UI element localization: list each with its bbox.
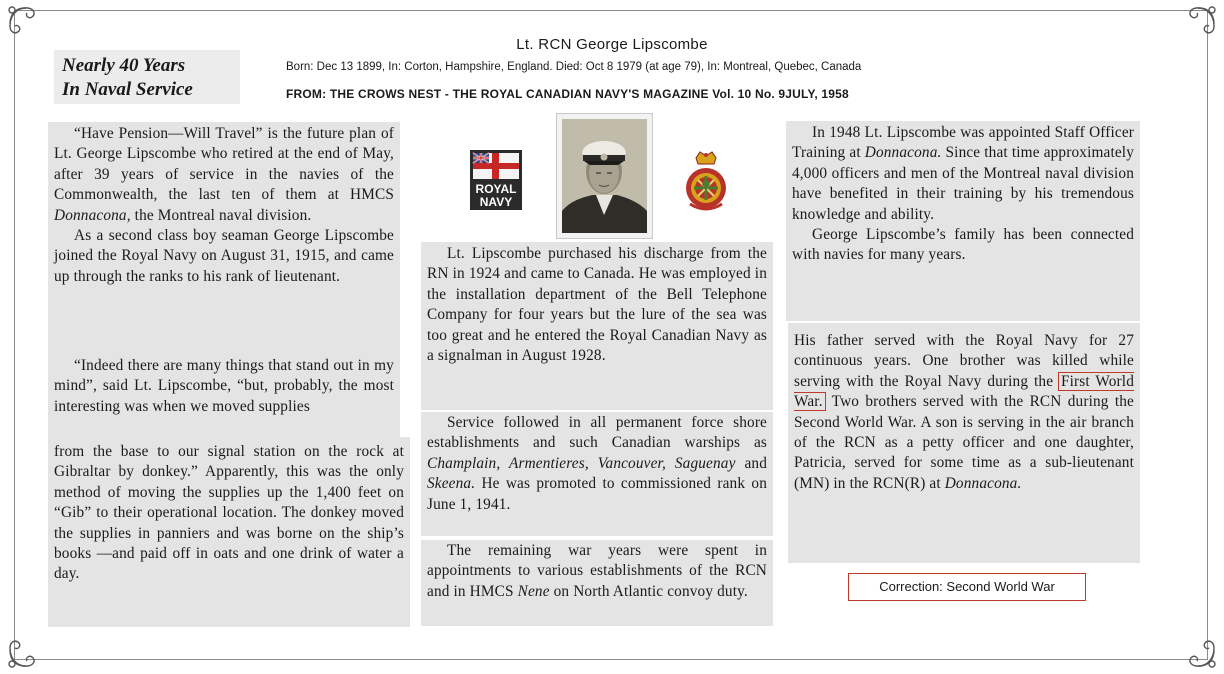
corner-ornament-icon <box>4 632 44 672</box>
paragraph: “Indeed there are many things that stand out in my mind”, said Lt. Lipscombe, “but, probably, the most interesting was when we moved supplies <box>54 357 394 415</box>
article-clipping <box>48 437 410 627</box>
logo-text: NAVY <box>479 195 513 209</box>
ship-name: Donnacona. <box>944 474 1022 492</box>
paragraph: “Have Pension—Will Travel” is the future plan of Lt. George Lipscombe who retired at the end of May, after 39 years of service in the navies of the Commonwealth, the last ten of them at HMCS Donnacona, the Montreal naval division. <box>54 125 394 224</box>
canadian-forces-crest-icon <box>680 148 732 214</box>
article-clipping <box>48 122 400 352</box>
portrait-photo <box>556 113 653 239</box>
portrait-image <box>562 119 647 233</box>
correction-note: Correction: Second World War <box>848 573 1086 601</box>
paragraph: Service followed in all permanent force shore establishments and such Canadian warships as Champlain, Armentieres, Vancouver, Saguenay and Skeena. He was promoted to commissioned rank on June 1, 1941. <box>427 414 767 513</box>
paragraph: The remaining war years were spent in appointments to various establishments of the RCN and in HMCS Nene on North Atlantic convoy duty. <box>427 542 767 600</box>
article-clipping <box>421 540 773 626</box>
ship-name: Skeena. <box>427 475 476 493</box>
ship-name: Donnacona, <box>54 206 131 224</box>
birth-death-info: Born: Dec 13 1899, In: Corton, Hampshire, England. Died: Oct 8 1979 (at age 79), In: Montreal, Quebec, Canada <box>286 61 862 73</box>
article-clipping <box>788 323 1140 563</box>
article-clipping <box>421 412 773 536</box>
logo-text: ROYAL <box>475 182 517 196</box>
paragraph: Lt. Lipscombe purchased his discharge from the RN in 1924 and came to Canada. He was employed in the installation department of the Bell Telephone Company for four years but the lure of the sea was too great and he entered the Royal Canadian Navy as a signalman in August 1928. <box>427 245 767 365</box>
paragraph: George Lipscombe’s family has been connected with navies for many years. <box>792 226 1134 264</box>
highlighted-error: First World War. <box>794 372 1134 411</box>
headline-line: Nearly 40 Years <box>62 55 186 76</box>
headline-line: In Naval Service <box>62 79 193 100</box>
paragraph: As a second class boy seaman George Lipscombe joined the Royal Navy on August 31, 1915, and came up through the ranks to his rank of lieutenant. <box>54 227 394 285</box>
ship-name: Nene <box>517 582 550 600</box>
article-clipping <box>421 242 773 410</box>
paragraph: In 1948 Lt. Lipscombe was appointed Staff Officer Training at Donnacona. Since that time approximately 4,000 officers and men of the Montreal naval division have benefited in their training by his tremendous knowledge and ability. <box>792 124 1134 223</box>
page-title: Lt. RCN George Lipscombe <box>516 36 708 53</box>
ship-name: Donnacona. <box>864 144 942 162</box>
royal-navy-logo <box>470 150 522 210</box>
corner-ornament-icon <box>1180 632 1220 672</box>
article-clipping <box>786 121 1140 321</box>
paragraph: His father served with the Royal Navy for 27 continuous years. One brother was killed while serving with the Royal Navy during the First World War. Two brothers served with the RCN during the Second World War. A son is serving in the air branch of the RCN as a petty officer and one daughter, Patricia, served for some time as a sub-lieutenant (MN) in the RCN(R) at Donnacona. <box>794 332 1134 492</box>
ship-names: Champlain, Armentieres, Vancouver, Saguenay <box>427 454 736 472</box>
article-headline <box>54 50 240 104</box>
article-clipping <box>48 352 400 437</box>
paragraph: from the base to our signal station on the rock at Gibraltar by donkey.” Apparently, this was the only method of moving the supplies up the 1,400 feet on “Gib” to their operational location. The donkey moved the supplies in panniers and was borne on the ship’s books —and paid off in oats and one drink of water a day. <box>54 443 404 583</box>
source-citation: FROM: THE CROWS NEST - THE ROYAL CANADIAN NAVY'S MAGAZINE Vol. 10 No. 9JULY, 1958 <box>286 87 849 101</box>
